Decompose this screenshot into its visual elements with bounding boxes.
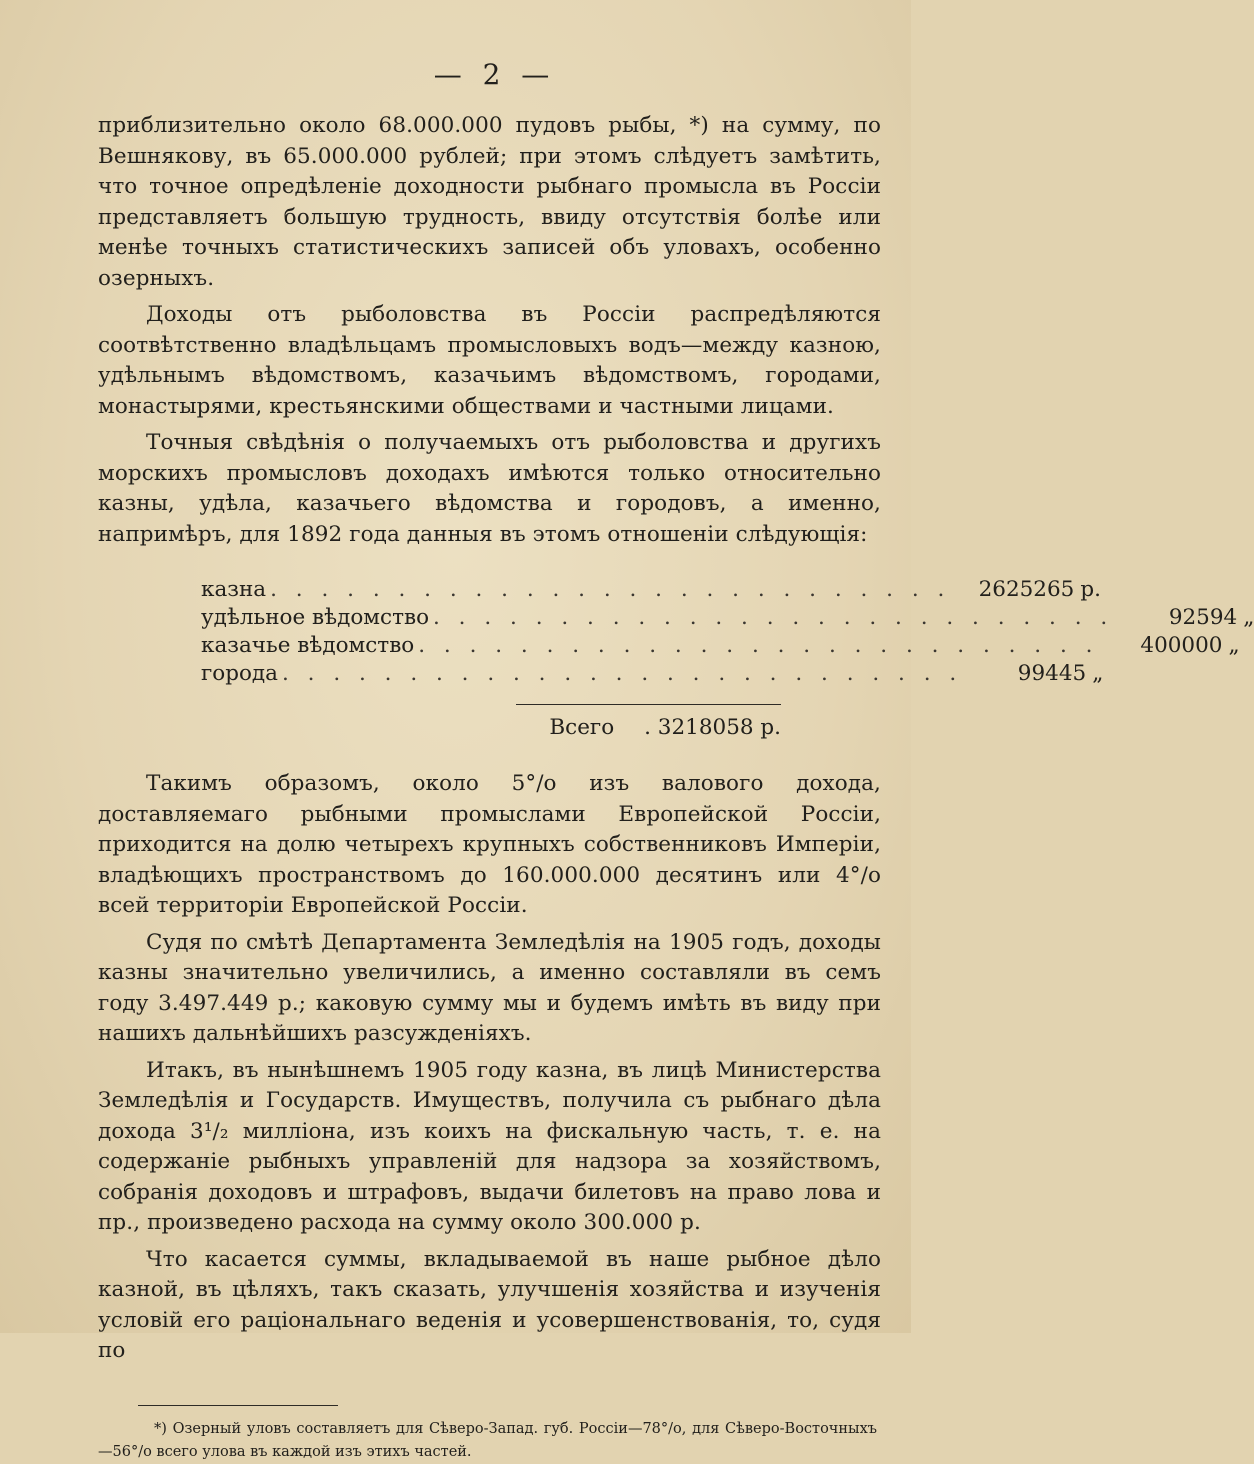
paragraph: Точныя свѣдѣнія о получаемыхъ отъ рыболовства и другихъ морскихъ промысловъ доходахъ имѣются только относительно казны, удѣла, казачьего вѣдомства и городовъ, а именно, напримѣръ, для 1892 года данныя въ этомъ отношеніи слѣдующія: <box>98 430 881 547</box>
row-value: 400000 <box>1140 633 1223 658</box>
row-unit: „ <box>1092 661 1104 686</box>
row-value: 92594 <box>1168 605 1238 630</box>
row-label: города <box>201 661 278 686</box>
leader-dots: . . . . . . . . . . . . . . . . . . . . . . . . . . . <box>418 633 1099 658</box>
leader-dots: . . . . . . . . . . . . . . . . . . . . . . . . . . . <box>281 661 963 686</box>
row-label: казачье вѣдомство <box>201 633 415 658</box>
total-row <box>98 713 781 743</box>
body-text <box>98 111 881 550</box>
paragraph: приблизительно около 68.000.000 пудовъ рыбы, *) на сумму, по Вешнякову, въ 65.000.000 рублей; при этомъ слѣдуетъ замѣтить, что точное опредѣленіе доходности рыбнаго промысла въ Россіи представляетъ большую трудность, ввиду отсутствія болѣе или менѣе точныхъ статистическихъ записей объ уловахъ, особенно озерныхъ. <box>98 113 881 291</box>
row-value: 99445 <box>1017 661 1087 686</box>
table-row <box>201 632 1240 660</box>
total-label: Всего <box>549 715 615 740</box>
total-value: . 3218058 р. <box>644 715 781 740</box>
page-number: — 2 — <box>433 58 556 91</box>
paragraph: Доходы отъ рыболовства въ Россіи распредѣляются соотвѣтственно владѣльцамъ промысловыхъ водъ—между казною, удѣльнымъ вѣдомствомъ, казачьимъ вѣдомствомъ, городами, монастырями, крестьянскими обществами и частными лицами. <box>98 302 881 419</box>
row-label: удѣльное вѣдомство <box>201 605 430 630</box>
row-unit: „ <box>1228 633 1240 658</box>
revenue-table <box>98 576 1254 743</box>
row-value: 2625265 <box>978 577 1075 602</box>
leader-dots: . . . . . . . . . . . . . . . . . . . . . . . . . . . <box>433 605 1114 630</box>
row-unit: р. <box>1080 577 1101 602</box>
table-row <box>201 660 1104 688</box>
paragraph: Что касается суммы, вкладываемой въ наше рыбное дѣло казной, въ цѣляхъ, такъ сказать, улучшенія хозяйства и изученія условій его раціональнаго веденія и усовершенствованія, то, судя по <box>98 1246 881 1363</box>
paragraph: Итакъ, въ нынѣшнемъ 1905 году казна, въ лицѣ Министерства Земледѣлія и Государств. Имуществъ, получила съ рыбнаго дѣла дохода 3¹/₂ милліона, изъ коихъ на фискальную часть, т. е. на содержаніе рыбныхъ управленій для надзора за хозяйствомъ, собранія доходовъ и штрафовъ, выдачи билетовъ на право лова и пр., произведено расхода на сумму около 300.000 р. <box>98 1057 881 1235</box>
body-text-continued <box>98 769 881 1367</box>
table-row <box>201 604 1254 632</box>
row-unit: „ <box>1243 605 1254 630</box>
row-label: казна <box>201 577 267 602</box>
footnote-rule <box>138 1405 338 1406</box>
paragraph: Судя по смѣтѣ Департамента Земледѣлія на 1905 годъ, доходы казны значительно увеличились, а именно составляли въ семъ году 3.497.449 р.; каковую сумму мы и будемъ имѣть въ виду при нашихъ дальнѣйшихъ разсужденіяхъ. <box>98 929 881 1046</box>
footnote: *) Озерный уловъ составляетъ для Сѣверо-Запад. губ. Россіи—78°/о, для Сѣверо-Восточныхъ—56°/о всего улова въ каждой изъ этихъ частей. <box>98 1420 877 1460</box>
sum-rule <box>516 704 781 705</box>
paragraph: Такимъ образомъ, около 5°/о изъ валового дохода, доставляемаго рыбными промыслами Европейской Россіи, приходится на долю четырехъ крупныхъ собственниковъ Имперіи, владѣющихъ пространствомъ до 160.000.000 десятинъ или 4°/о всей территоріи Европейской Россіи. <box>98 771 881 918</box>
table-row <box>201 576 1101 604</box>
leader-dots: . . . . . . . . . . . . . . . . . . . . . . . . . . . <box>270 577 951 602</box>
